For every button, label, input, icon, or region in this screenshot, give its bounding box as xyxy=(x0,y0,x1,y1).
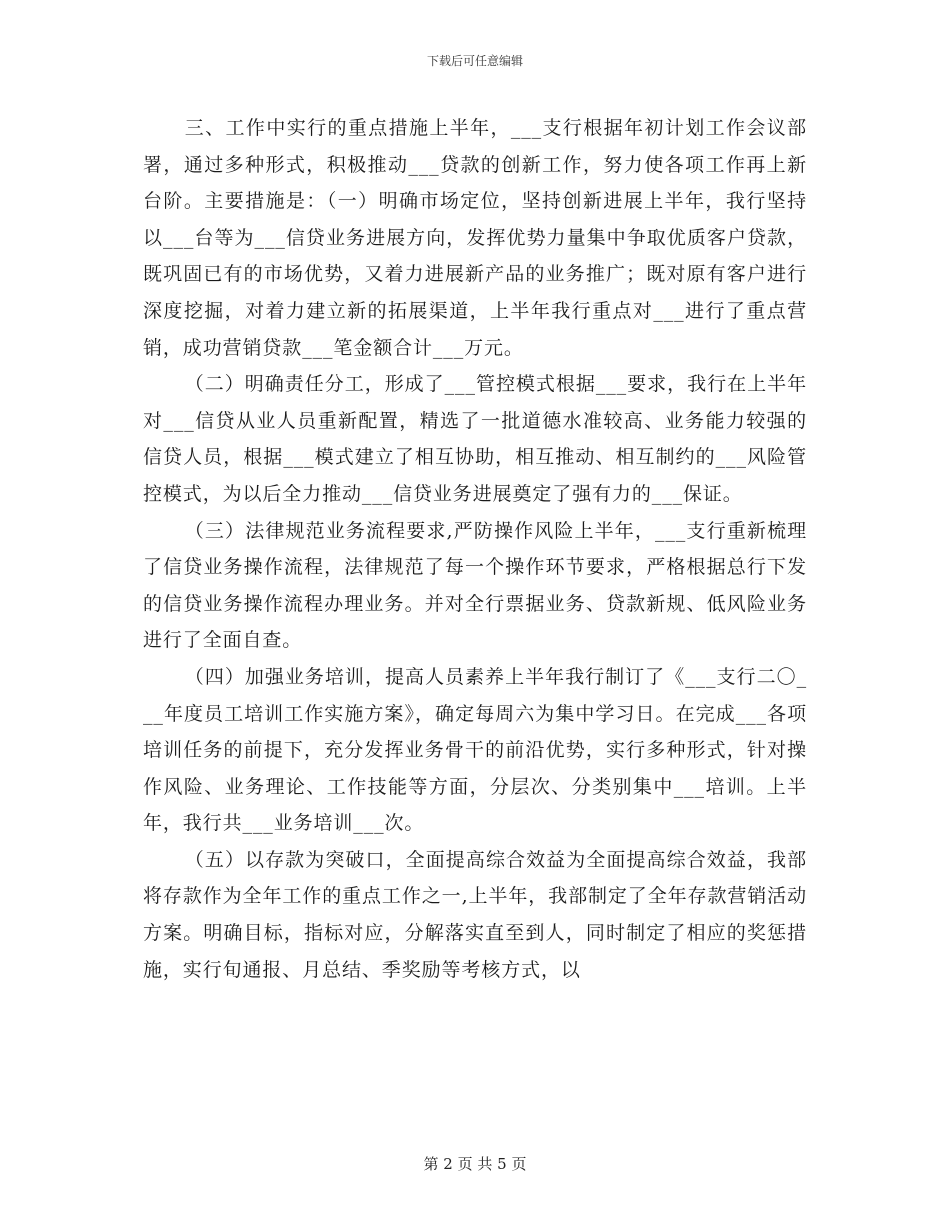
page-number: 第 2 页 共 5 页 xyxy=(423,1155,527,1173)
paragraph-deposits: （五）以存款为突破口，全面提高综合效益为全面提高综合效益，我部将存款作为全年工作的重点工作之一,上半年，我部制定了全年存款营销活动方案。明确目标，指标对应，分解落实直至到人，同时制定了相应的奖惩措施，实行旬通报、月总结、季奖励等考核方式，以 xyxy=(143,848,807,981)
document-body xyxy=(143,110,807,988)
paragraph-measures-intro: 三、工作中实行的重点措施上半年，___支行根据年初计划工作会议部署，通过多种形式，积极推动___贷款的创新工作，努力使各项工作再上新台阶。主要措施是：（一）明确市场定位，坚持创新进展上半年，我行坚持以___台等为___信贷业务进展方向，发挥优势力量集中争取优质客户贷款，既巩固已有的市场优势，又着力进展新产品的业务推广；既对原有客户进行深度挖掘，对着力建立新的拓展渠道，上半年我行重点对___进行了重点营销，成功营销贷款___笔金额合计___万元。 xyxy=(143,117,807,359)
paragraph-responsibility: （二）明确责任分工，形成了___管控模式根据___要求，我行在上半年对___信贷从业人员重新配置，精选了一批道德水准较高、业务能力较强的信贷人员，根据___模式建立了相互协助，相互推动、相互制约的___风险管控模式，为以后全力推动___信贷业务进展奠定了强有力的___保证。 xyxy=(143,373,807,505)
paragraph-process-standardization: （三）法律规范业务流程要求,严防操作风险上半年，___支行重新梳理了信贷业务操作流程，法律规范了每一个操作环节要求，严格根据总行下发的信贷业务操作流程办理业务。并对全行票据业务、贷款新规、低风险业务进行了全面自查。 xyxy=(143,519,807,652)
paragraph-training: （四）加强业务培训，提高人员素养上半年我行制订了《___支行二〇___年度员工培训工作实施方案》，确定每周六为集中学习日。在完成___各项培训任务的前提下，充分发挥业务骨干的前沿优势，实行多种形式，针对操作风险、业务理论、工作技能等方面，分层次、分类别集中___培训。上半年，我行共___业务培训___次。 xyxy=(143,665,807,835)
page-header-note: 下载后可任意编辑 xyxy=(426,54,523,68)
